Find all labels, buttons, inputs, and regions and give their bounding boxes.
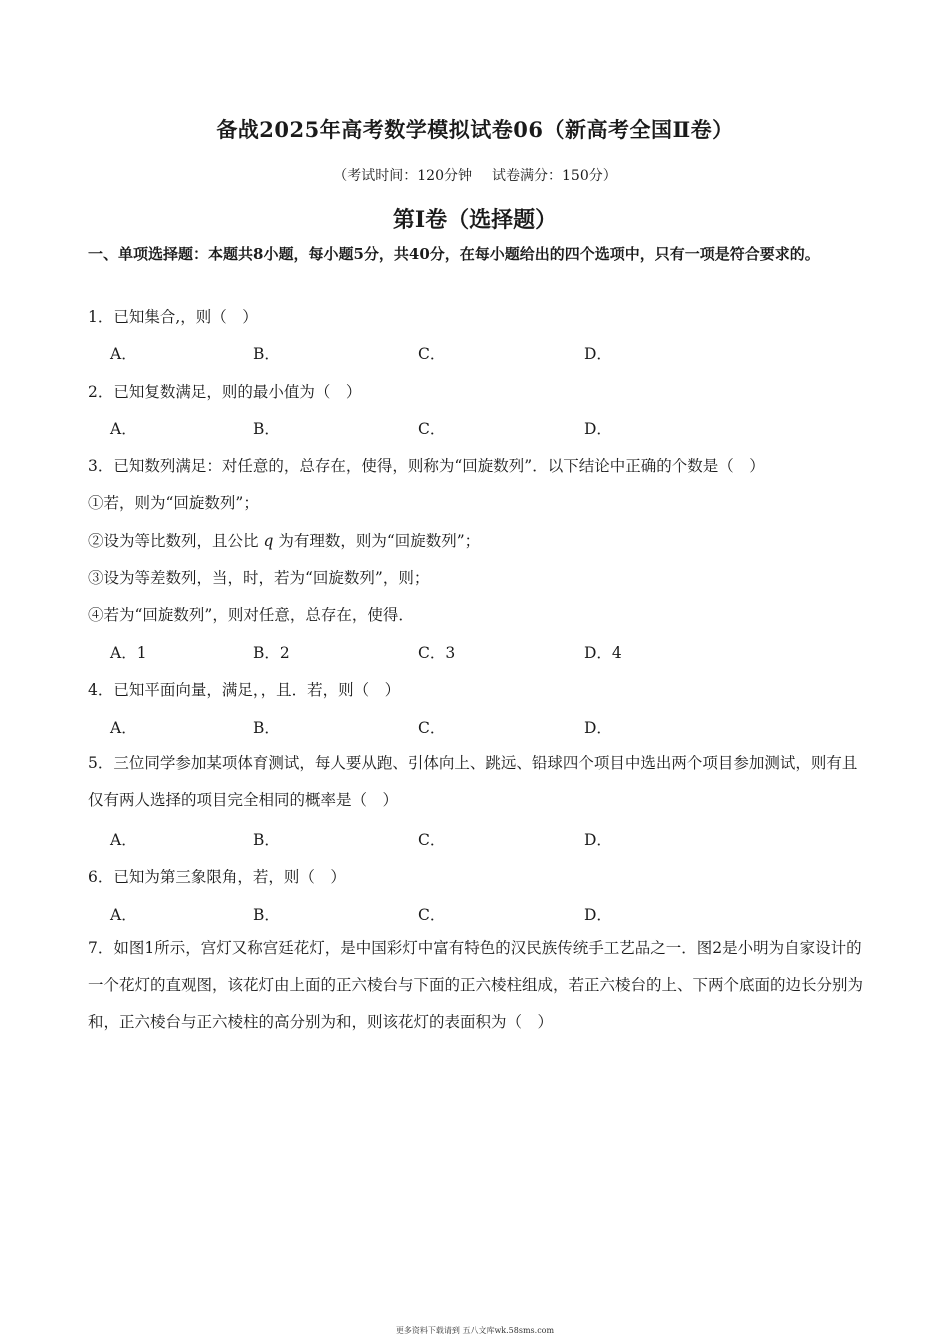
option-c: C． [418,831,446,849]
ratio-symbol: q [263,532,274,550]
question-2-text: 2．已知复数满足，则的最小值为（ ） [88,383,362,401]
question-6-options [110,903,810,925]
question-1-options [110,342,810,364]
option-a: A． [110,420,137,438]
option-a: A． [110,345,137,363]
question-5-options [110,828,810,850]
question-3-statement-2 [88,529,480,551]
full-score: 试卷满分：150分） [492,168,617,184]
question-1-text: 1．已知集合,，则（ ） [88,308,258,326]
part-heading: 一、单项选择题：本题共8小题，每小题5分，共40分，在每小题给出的四个选项中，只有一项是符合要求的。 [88,245,820,263]
option-c: C．3 [418,644,456,662]
option-c: C． [418,719,446,737]
option-b: B． [253,831,280,849]
statement-2-part-1: ②设为等比数列，且公比 [88,532,259,550]
option-c: C． [418,345,446,363]
question-7-text: 7．如图1所示，宫灯又称宫廷花灯，是中国彩灯中富有特色的汉民族传统手工艺品之一．图2是小明为自家设计的一个花灯的直观图，该花灯由上面的正六棱台与下面的正六棱柱组成，若正六棱台的上、下两个底面的边长分别为和，正六棱台与正六棱柱的高分别为和，则该花灯的表面积为（ ） [88,939,864,1031]
option-b: B． [253,719,280,737]
question-2-options [110,417,810,439]
option-d: D． [584,831,612,849]
option-b: B．2 [253,644,290,662]
option-d: D． [584,420,612,438]
option-c: C． [418,420,446,438]
option-a: A．1 [110,644,147,662]
option-d: D．4 [584,644,622,662]
page-title: 备战2025年高考数学模拟试卷06（新高考全国Ⅱ卷） [216,117,734,142]
option-b: B． [253,420,280,438]
option-c: C． [418,906,446,924]
option-a: A． [110,831,137,849]
option-b: B． [253,906,280,924]
option-d: D． [584,719,612,737]
option-d: D． [584,345,612,363]
footer-note: 更多资料下载请到 五八文库wk.58sms.com [395,1326,555,1335]
question-3-statement-1: ①若，则为“回旋数列”； [88,494,259,512]
question-3-options [110,641,810,663]
statement-2-part-2: 为有理数，则为“回旋数列”； [278,532,481,550]
question-4-text: 4．已知平面向量，满足，，且．若，则（ ） [88,681,401,699]
section-title: 第Ⅰ卷（选择题） [392,207,558,233]
question-6-text: 6．已知为第三象限角，若，则（ ） [88,868,346,886]
question-5-text: 5．三位同学参加某项体育测试，每人要从跑、引体向上、跳远、铅球四个项目中选出两个项目参加测试，则有且仅有两人选择的项目完全相同的概率是（ ） [88,754,858,809]
option-a: A． [110,719,137,737]
question-3-statement-4: ④若为“回旋数列”，则对任意，总存在，使得． [88,606,414,624]
exam-time: （考试时间：120分钟 [333,168,472,184]
question-3-statement-3: ③设为等差数列，当，时，若为“回旋数列”，则； [88,569,430,587]
option-d: D． [584,906,612,924]
option-b: B． [253,345,280,363]
exam-info [0,165,950,185]
option-a: A． [110,906,137,924]
question-3-text: 3．已知数列满足：对任意的，总存在，使得，则称为“回旋数列”．以下结论中正确的个数是（ ） [88,457,765,475]
question-4-options [110,716,810,738]
